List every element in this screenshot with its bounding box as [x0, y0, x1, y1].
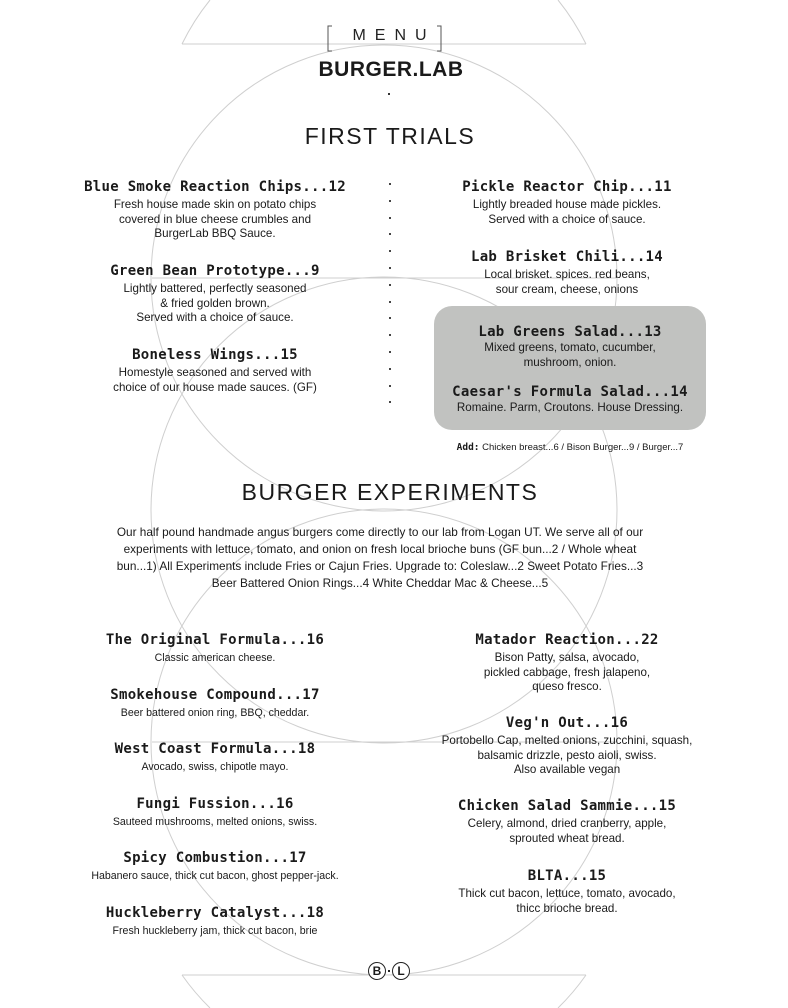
menu-item [45, 849, 385, 884]
item-name: Caesar's Formula Salad...14 [452, 384, 688, 400]
divider-dot [389, 250, 391, 252]
menu-item [45, 740, 385, 775]
brand-logo: BURGER.LAB [318, 58, 464, 81]
item-name: Blue Smoke Reaction Chips...12 [84, 179, 346, 195]
item-desc: Classic american cheese. [154, 652, 276, 664]
item-desc: Bison Patty, salsa, avocado, pickled cabbage, fresh jalapeno, queso fresco. [483, 651, 651, 694]
divider-dot [389, 301, 391, 303]
item-desc: Sauteed mushrooms, melted onions, swiss. [112, 816, 318, 828]
add-ons [400, 442, 740, 453]
divider-dot [389, 401, 391, 403]
divider-dot [388, 93, 390, 95]
divider-dot [389, 334, 391, 336]
item-name: Green Bean Prototype...9 [110, 263, 320, 279]
item-desc: Avocado, swiss, chipotle mayo. [141, 761, 289, 773]
menu-item [397, 178, 737, 227]
item-desc: Fresh house made skin on potato chips covered in blue cheese crumbles and BurgerLab BBQ Sauce. [113, 198, 317, 241]
menu-label: MENU [352, 27, 436, 44]
burger-intro: Our half pound handmade angus burgers come directly to our lab from Logan UT. We serve all of our experiments with lettuce, tomato, and onion on fresh local brioche buns (GF bun...2 / Whole wheat bun...1) All Experiments include Fries or Cajun Fries. Upgrade to: Coleslaw...2 Sweet Potato Fries...3 Beer Battered Onion Rings...4 White Cheddar Mac & Cheese...5 [116, 525, 644, 590]
add-label: Add: [456, 442, 480, 453]
menu-item [45, 346, 385, 395]
divider-dot [389, 317, 391, 319]
divider-dot [389, 200, 391, 202]
item-name: Lab Brisket Chili...14 [470, 249, 664, 265]
item-name: West Coast Formula...18 [114, 741, 316, 757]
item-name: Matador Reaction...22 [475, 632, 659, 648]
menu-item [397, 631, 737, 695]
menu-item [45, 686, 385, 721]
divider-dot [389, 183, 391, 185]
item-desc: Beer battered onion ring, BBQ, cheddar. [120, 707, 310, 719]
item-name: Pickle Reactor Chip...11 [462, 179, 672, 195]
menu-item [45, 262, 385, 326]
item-name: Boneless Wings...15 [132, 347, 298, 363]
item-desc: Thick cut bacon, lettuce, tomato, avocado, thicc brioche bread. [458, 887, 676, 915]
item-desc: Portobello Cap, melted onions, zucchini, squash, balsamic drizzle, pesto aioli, swiss. Also available vegan [441, 734, 693, 777]
logo-l: L [392, 962, 410, 980]
menu-item [45, 631, 385, 666]
menu-item [397, 867, 737, 916]
menu-item [400, 323, 740, 370]
item-name: The Original Formula...16 [105, 632, 325, 648]
menu-item [397, 248, 737, 297]
item-name: Veg'n Out...16 [505, 715, 629, 731]
item-desc: Fresh huckleberry jam, thick cut bacon, brie [112, 925, 318, 937]
item-name: Fungi Fussion...16 [136, 796, 294, 812]
item-name: Chicken Salad Sammie...15 [457, 798, 677, 814]
section-title-burger-experiments: BURGER EXPERIMENTS [241, 479, 539, 505]
menu-item [45, 904, 385, 939]
item-desc: Lightly battered, perfectly seasoned & fried golden brown. Served with a choice of sauce. [123, 282, 307, 325]
item-desc: Habanero sauce, thick cut bacon, ghost pepper-jack. [91, 870, 339, 882]
menu-item [397, 714, 737, 778]
divider-dot [389, 233, 391, 235]
divider-dot [389, 385, 391, 387]
item-desc: Romaine. Parm, Croutons. House Dressing. [456, 401, 684, 414]
item-desc: Celery, almond, dried cranberry, apple, sprouted wheat bread. [467, 817, 667, 845]
item-name: Smokehouse Compound...17 [110, 687, 320, 703]
menu-item [45, 178, 385, 242]
item-name: BLTA...15 [527, 868, 607, 884]
item-name: Lab Greens Salad...13 [478, 324, 662, 340]
footer-logo [368, 962, 410, 980]
divider-dot [389, 368, 391, 370]
logo-b: B [368, 962, 386, 980]
menu-item [45, 795, 385, 830]
menu-item [397, 797, 737, 846]
section-title-first-trials: FIRST TRIALS [304, 123, 476, 149]
item-desc: Local brisket. spices. red beans, sour cream, cheese, onions [484, 268, 650, 296]
divider-dot [389, 351, 391, 353]
item-name: Huckleberry Catalyst...18 [105, 905, 325, 921]
item-desc: Lightly breaded house made pickles. Served with a choice of sauce. [472, 198, 662, 226]
item-desc: Homestyle seasoned and served with choice of our house made sauces. (GF) [113, 366, 317, 394]
item-desc: Mixed greens, tomato, cucumber, mushroom, onion. [484, 341, 656, 369]
divider-dot [389, 267, 391, 269]
add-text: Chicken breast...6 / Bison Burger...9 / Burger...7 [482, 442, 684, 453]
item-name: Spicy Combustion...17 [123, 850, 307, 866]
divider-dot [389, 217, 391, 219]
menu-item [400, 383, 740, 416]
divider-dot [389, 284, 391, 286]
